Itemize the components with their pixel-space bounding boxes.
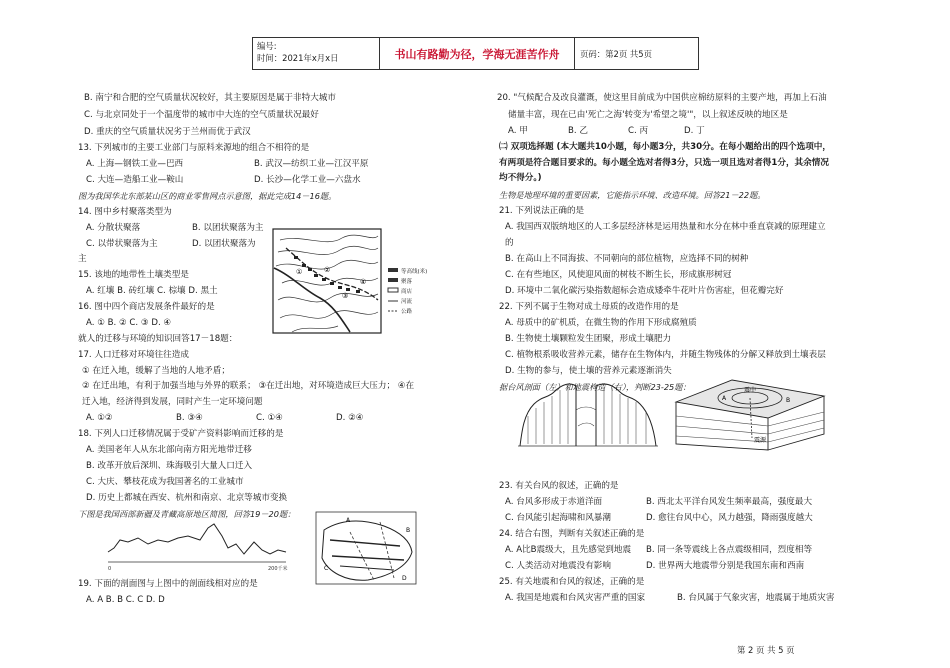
q14-option-a: A. 分散状聚落 <box>86 223 141 233</box>
q13-option-b: B. 武汉—纺织工业—江汉平原 <box>254 159 369 169</box>
q20-stem: 20. "气候配合及改良灌溉，使这里目前成为中国供应棉纺原料的主要产地，再加上石油 <box>497 93 827 103</box>
q21-22-intro: 生物是地理环境的重要因素，它能指示环境、改造环境。回答21－22题。 <box>499 190 766 200</box>
q21-option-d: D. 环境中二氧化碳污染指数超标会造成矮牵牛花叶片伤害症，但花瓣完好 <box>505 286 784 296</box>
section2-heading: ㈡ 双项选择题 (本大题共10小题，每小题3分，共30分。在每小题给出的四个选项中， <box>499 142 831 152</box>
page-label: 页码：第2页 共5页 <box>580 48 652 59</box>
q23-25-intro: 据台风剖面（左）和地震构造（右），判断23-25题： <box>499 382 691 392</box>
q22-option-c: C. 植物根系吸收营养元素，储存在生物体内，并随生物残体的分解又释放到土壤表层 <box>505 350 826 360</box>
q23-option-b: B. 西北太平洋台风发生频率最高，强度最大 <box>646 497 813 507</box>
q17-statement-1: ① 在迁入地，缓解了当地的人地矛盾； <box>82 366 230 376</box>
page-header <box>252 37 699 70</box>
q14-stem: 14. 图中乡村聚落类型为 <box>78 207 172 217</box>
q15-stem: 15. 该地的地带性土壤类型是 <box>78 270 189 280</box>
point-b-label: B <box>786 397 791 404</box>
q18-option-c: C. 大庆、攀枝花成为我国著名的工业城市 <box>86 477 244 487</box>
section2-instructions-wrap: 均不得分。) <box>499 173 542 183</box>
map-letter-a: A <box>346 517 351 524</box>
earthquake-structure-figure <box>672 372 828 452</box>
q14-option-c: C. 以带状聚落为主 <box>86 239 158 249</box>
q17-statements-2-4: ② 在迁出地，有利于加强当地与外界的联系； ③在迁出地，对环境造成巨大压力； ④在 <box>82 381 415 391</box>
q18-stem: 18. 下列人口迁移情况属于受矿产资料影响而迁移的是 <box>78 429 284 439</box>
q20-option-d: D. 丁 <box>684 126 705 136</box>
q22-option-a: A. 母质中的矿机质，在微生物的作用下形成腐殖质 <box>505 318 697 328</box>
q19-stem: 19. 下面的剖面图与上图中的剖面线相对应的是 <box>78 579 258 589</box>
epicenter-label: 震中 <box>744 387 757 394</box>
typhoon-profile-figure <box>514 370 662 452</box>
q18-option-d: D. 历史上都城在西安、杭州和南京、北京等城市变换 <box>86 493 288 503</box>
store-2: ② <box>324 266 331 274</box>
profile-right-tick: 200千米 <box>268 566 288 572</box>
q24-stem: 24. 结合右图，判断有关叙述正确的是 <box>499 529 645 539</box>
q17-option-a: A. ①② <box>86 413 113 423</box>
map-letter-b: B <box>406 527 411 534</box>
q17-18-intro: 就人的迁移与环境的知识回答17－18题： <box>78 334 238 344</box>
q20-option-b: B. 乙 <box>568 126 588 136</box>
q13-option-a: A. 上海—钢铁工业—巴西 <box>86 159 184 169</box>
q24-option-b: B. 同一条等震线上各点震级相同，烈度相等 <box>646 545 813 555</box>
q21-stem: 21. 下列说法正确的是 <box>499 206 585 216</box>
focus-label: 震源 <box>754 437 767 444</box>
q13-option-c: C. 大连—造船工业—鞍山 <box>86 175 184 185</box>
q22-option-d: D. 生物的参与，使土壤的营养元素逐渐消失 <box>505 366 672 376</box>
q15-options: A. 红壤 B. 砖红壤 C. 棕壤 D. 黑土 <box>86 286 218 296</box>
q16-stem: 16. 图中四个商店发展条件最好的是 <box>78 302 215 312</box>
motto: 书山有路勤为径，学海无涯苦作舟 <box>380 38 575 69</box>
q21-option-c: C. 在有些地区，风使迎风面的树枝不断生长，形成旗形树冠 <box>505 270 732 280</box>
q24-option-c: C. 人类活动对地震没有影响 <box>505 561 611 571</box>
q17-option-b: B. ③④ <box>176 413 203 423</box>
q24-option-d: D. 世界两大地震带分别是我国东南和西南 <box>646 561 805 571</box>
profile-left-tick: 0 <box>108 566 112 572</box>
q21-option-a: A. 我国西双版纳地区的人工多层经济林是运用热量和水分在林中垂直衰减的原理建立 <box>505 222 826 232</box>
q20-option-c: C. 丙 <box>628 126 649 136</box>
west-china-map-figure <box>310 510 420 586</box>
q25-option-a: A. 我国是地震和台风灾害严重的国家 <box>505 593 646 603</box>
q18-option-a: A. 美国老年人从东北部向南方阳光地带迁移 <box>86 445 252 455</box>
store-3: ③ <box>342 292 349 300</box>
map-letter-c: C <box>324 565 329 572</box>
q16-options: A. ① B. ② C. ③ D. ④ <box>86 318 172 328</box>
q12-option-b: B. 南宁和合肥的空气质量状况较好，其主要原因是属于非特大城市 <box>84 93 336 103</box>
q23-option-a: A. 台风多形成于赤道洋面 <box>505 497 603 507</box>
q25-option-b: B. 台风属于气象灾害，地震属于地质灾害 <box>677 593 835 603</box>
time-label: 时间：2021年x月x日 <box>257 53 339 63</box>
q23-option-d: D. 愈往台风中心，风力越强，降雨强度越大 <box>646 513 813 523</box>
q14-option-d: D. 以团状聚落为 <box>192 239 256 249</box>
q20-stem-wrap: 储量丰富，现在已由'死亡之海'转变为'希望之境'"，以上叙述反映的地区是 <box>508 110 788 120</box>
q19-20-intro: 下图是我国西部新疆及青藏高原地区简图，回答19－20题： <box>78 509 296 519</box>
q12-option-c: C. 与北京同处于一个温度带的城市中大连的空气质量状况最好 <box>84 110 319 120</box>
legend-road: 公路 <box>401 309 413 315</box>
q18-option-b: B. 改革开放后深圳、珠海吸引大量人口迁入 <box>86 461 253 471</box>
q24-option-a: A. A比B震级大，且先感觉到地震 <box>505 545 632 555</box>
q23-stem: 23. 有关台风的叙述，正确的是 <box>499 481 619 491</box>
q12-option-d: D. 重庆的空气质量状况劣于兰州而优于武汉 <box>84 127 251 137</box>
q14-option-b: B. 以团状聚落为主 <box>192 223 264 233</box>
store-4: ④ <box>360 278 367 286</box>
legend-settlement: 聚落 <box>401 279 413 285</box>
q17-statement-4-wrap: 迁入地，经济得到发展，同时产生一定环境问题 <box>82 397 263 407</box>
q20-option-a: A. 甲 <box>508 126 528 136</box>
q13-stem: 13. 下列城市的主要工业部门与原料来源地的组合不相符的是 <box>78 143 310 153</box>
legend-contour: 等高线(米) <box>401 269 428 275</box>
page-footer: 第 2 页 共 5 页 <box>737 645 795 655</box>
q14-option-d-wrap: 主 <box>78 254 87 264</box>
number-label: 编号: <box>257 41 277 51</box>
q17-option-c: C. ①④ <box>256 413 283 423</box>
q13-option-d: D. 长沙—化学工业—六盘水 <box>254 175 361 185</box>
q17-stem: 17. 人口迁移对环境往往造成 <box>78 350 189 360</box>
q17-option-d: D. ②④ <box>336 413 364 423</box>
q21-option-a-wrap: 的 <box>505 238 514 248</box>
point-a-label: A <box>722 395 727 402</box>
map-letter-d: D <box>402 575 407 582</box>
header-meta <box>253 38 380 69</box>
q22-stem: 22. 下列不属于生物对成土母质的改造作用的是 <box>499 302 679 312</box>
legend-store: 商店 <box>401 289 413 295</box>
q14-16-intro: 图为我国华北东部某山区的商业零售网点示意图，据此完成14－16题。 <box>78 191 337 201</box>
q21-option-b: B. 在高山上不同海拔、不同朝向的部位植物，应选择不同的树种 <box>505 254 749 264</box>
store-1: ① <box>296 268 303 276</box>
legend-river: 河流 <box>401 299 413 305</box>
profile-figure <box>104 520 290 572</box>
q22-option-b: B. 生物使土壤颗粒发生团聚，形成土壤肥力 <box>505 334 672 344</box>
q23-option-c: C. 台风能引起海啸和风暴潮 <box>505 513 611 523</box>
section2-instructions: 有两项是符合题目要求的。每小题全选对者得3分，只选一项且选对者得1分，其余情况 <box>499 158 829 168</box>
contour-map-figure <box>272 228 442 336</box>
q25-stem: 25. 有关地震和台风的叙述，正确的是 <box>499 577 645 587</box>
q19-options: A. A B. B C. C D. D <box>86 595 165 605</box>
